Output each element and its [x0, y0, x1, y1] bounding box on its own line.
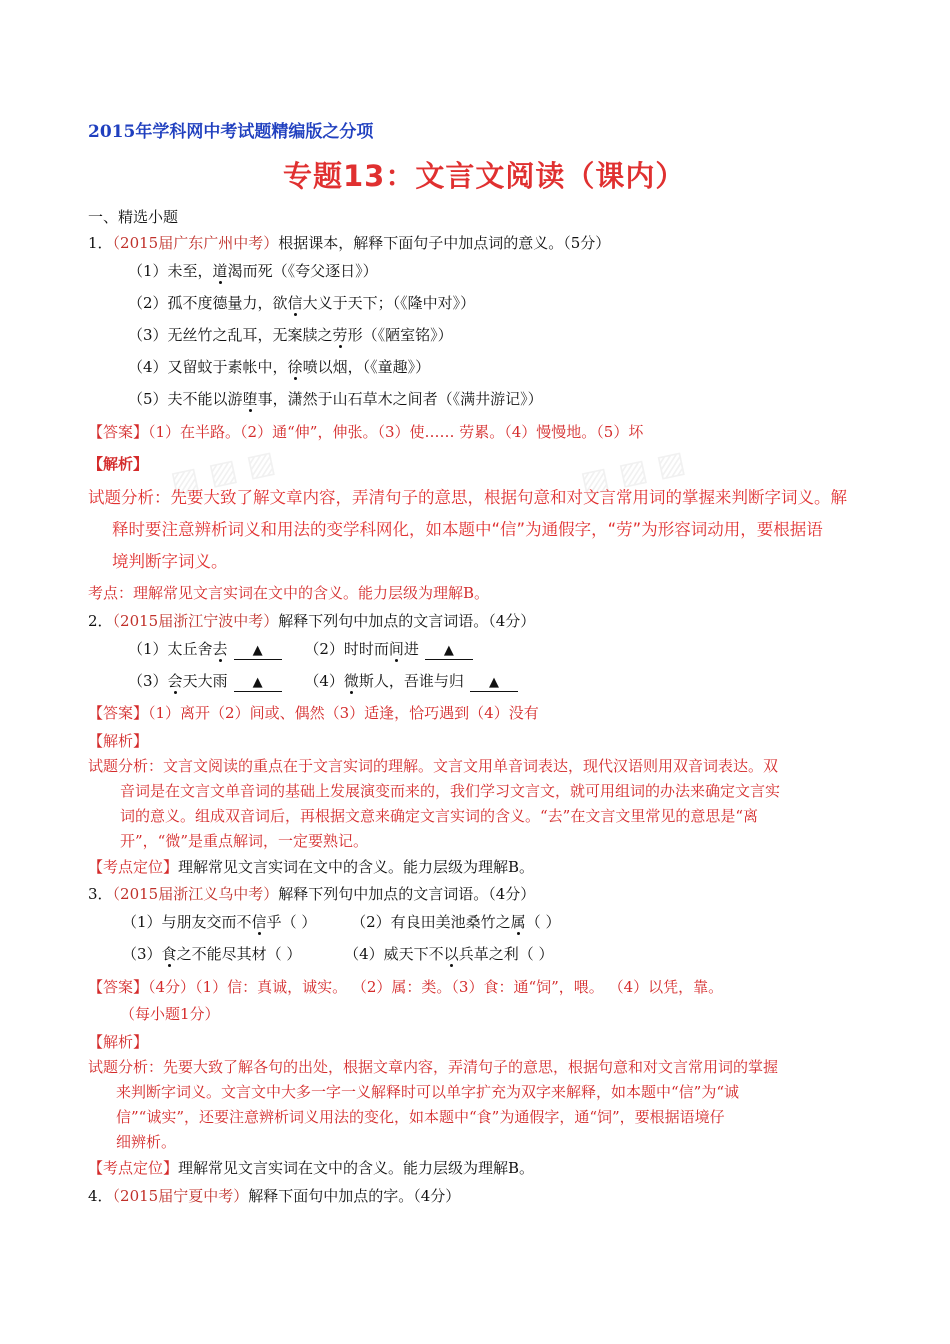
dotted-word: 会	[167, 672, 183, 690]
q2-analysis-line-2: 音词是在文言文单音词的基础上发展演变而来的，我们学习文言文，就可用组词的办法来确定文言实	[120, 782, 781, 800]
q3-answer-1: 【答案】（4分）（1）信：真诚，诚实。 （2）属：类。（3）食：通“饲”，喂。 （4）以凭，靠。	[88, 978, 724, 996]
q1-item-1: （1）未至，道渴而死（《夸父逐日》）	[128, 262, 378, 280]
q2-kaodian: 【考点定位】理解常见文言实词在文中的含义。能力层级为理解B。	[88, 858, 535, 876]
q2-row-2: （3）会天大雨 ▲ （4）微斯人，吾谁与归 ▲	[128, 671, 518, 692]
dotted-word: 信	[287, 294, 303, 312]
q2-analysis-line-4: 开”，“微”是重点解词，一定要熟记。	[120, 832, 369, 850]
question-4: 4．（2015届宁夏中考）解释下面句中加点的字。（4分）	[88, 1187, 461, 1205]
q2-analysis-tag: 【解析】	[88, 732, 149, 750]
dotted-word: 食	[161, 945, 177, 963]
q2-row-1: （1）太丘舍去 ▲ （2）时时而间进 ▲	[128, 639, 473, 660]
answer-blank: ▲	[470, 675, 518, 692]
answer-blank: ▲	[234, 675, 282, 692]
question-3: 3．（2015届浙江义乌中考）解释下列句中加点的文言词语。（4分）	[88, 885, 536, 903]
question-source: （2015届广东广州中考）	[112, 234, 279, 252]
dotted-word: 间	[388, 640, 404, 658]
q1-answer	[88, 422, 643, 442]
q3-kaodian: 【考点定位】理解常见文言实词在文中的含义。能力层级为理解B。	[88, 1159, 535, 1177]
question-number: 1．	[88, 234, 113, 252]
q3-row-1: （1）与朋友交而不信乎（ ） （2）有良田美池桑竹之属（ ）	[122, 913, 561, 931]
dotted-word: 信	[251, 913, 267, 931]
q3-row-2: （3）食之不能尽其材（ ） （4）威天下不以兵革之利（ ）	[122, 945, 554, 963]
section-heading: 一、精选小题	[88, 208, 179, 226]
answer-text: （1）在半路。（2）通“伸”，伸张。（3）使…… 劳累。（4）慢慢地。（5）坏	[148, 423, 644, 441]
q1-analysis-line-2: 释时要注意辨析词义和用法的变学科网化，如本题中“信”为通假字，“劳”为形容词动用，要根据语	[112, 520, 823, 539]
q3-analysis-line-1: 试题分析：先要大致了解各句的出处，根据文章内容，弄清句子的意思，根据句意和对文言常用词的掌握	[88, 1058, 779, 1076]
answer-tag: 【答案】	[88, 423, 149, 441]
dotted-word: 微	[343, 672, 359, 690]
q1-kaodian: 考点：理解常见文言实词在文中的含义。能力层级为理解B。	[88, 584, 490, 602]
q1-analysis-line-1: 试题分析：先要大致了解文章内容，弄清句子的意思，根据句意和对文言常用词的掌握来判断字词义。解	[88, 488, 847, 507]
watermark: ▨ ▨ ▨	[167, 444, 279, 501]
dotted-word: 以	[443, 945, 459, 963]
q3-analysis-line-2: 来判断字词义。文言文中大多一字一义解释时可以单字扩充为双字来解释，如本题中“信”为“诚	[116, 1083, 740, 1101]
watermark: ▨ ▨ ▨	[577, 444, 689, 501]
dotted-word: 去	[212, 640, 228, 658]
q1-item-2: （2）孤不度德量力，欲信大义于天下；（《隆中对》）	[128, 294, 476, 312]
dotted-word: 劳	[332, 326, 348, 344]
q3-analysis-tag: 【解析】	[88, 1033, 149, 1051]
doc-title: 专题13：文言文阅读（课内）	[283, 159, 686, 193]
answer-blank: ▲	[234, 643, 282, 660]
dotted-word: 道	[212, 262, 228, 280]
q3-answer-2: （每小题1分）	[120, 1005, 220, 1023]
q1-item-4: （4）又留蚊于素帐中，徐喷以烟，（《童趣》）	[128, 358, 431, 376]
dotted-word: 徐	[287, 358, 303, 376]
q2-analysis-line-3: 词的意义。组成双音词后，再根据文意来确定文言实词的含义。“去”在文言文里常见的意思是“离	[120, 807, 759, 825]
q1-analysis-line-3: 境判断字词义。	[112, 552, 228, 571]
question-2: 2．（2015届浙江宁波中考）解释下列句中加点的文言词语。（4分）	[88, 612, 536, 630]
q1-item-5: （5）夫不能以游堕事，潇然于山石草木之间者（《满井游记》）	[128, 390, 543, 408]
q1-analysis-tag: 【解析】	[88, 455, 149, 473]
q1-item-3: （3）无丝竹之乱耳，无案牍之劳形（《陋室铭》）	[128, 326, 453, 344]
q3-analysis-line-3: 信”“诚实”，还要注意辨析词义用法的变化，如本题中“食”为通假字，通“饲”，要根据语境仔	[116, 1108, 725, 1126]
q2-answer: 【答案】（1）离开（2）间或、偶然（3）适逢，恰巧遇到（4）没有	[88, 704, 539, 722]
q2-analysis-line-1: 试题分析：文言文阅读的重点在于文言实词的理解。文言文用单音词表达，现代汉语则用双音词表达。双	[88, 757, 779, 775]
dotted-word: 属	[510, 913, 526, 931]
question-1	[88, 233, 610, 253]
q3-analysis-line-4: 细辨析。	[116, 1133, 177, 1151]
doc-header: 2015年学科网中考试题精编版之分项	[88, 122, 374, 142]
dotted-word: 堕	[242, 390, 258, 408]
question-stem: 根据课本，解释下面句子中加点词的意义。（5分）	[278, 234, 611, 252]
answer-blank: ▲	[425, 643, 473, 660]
